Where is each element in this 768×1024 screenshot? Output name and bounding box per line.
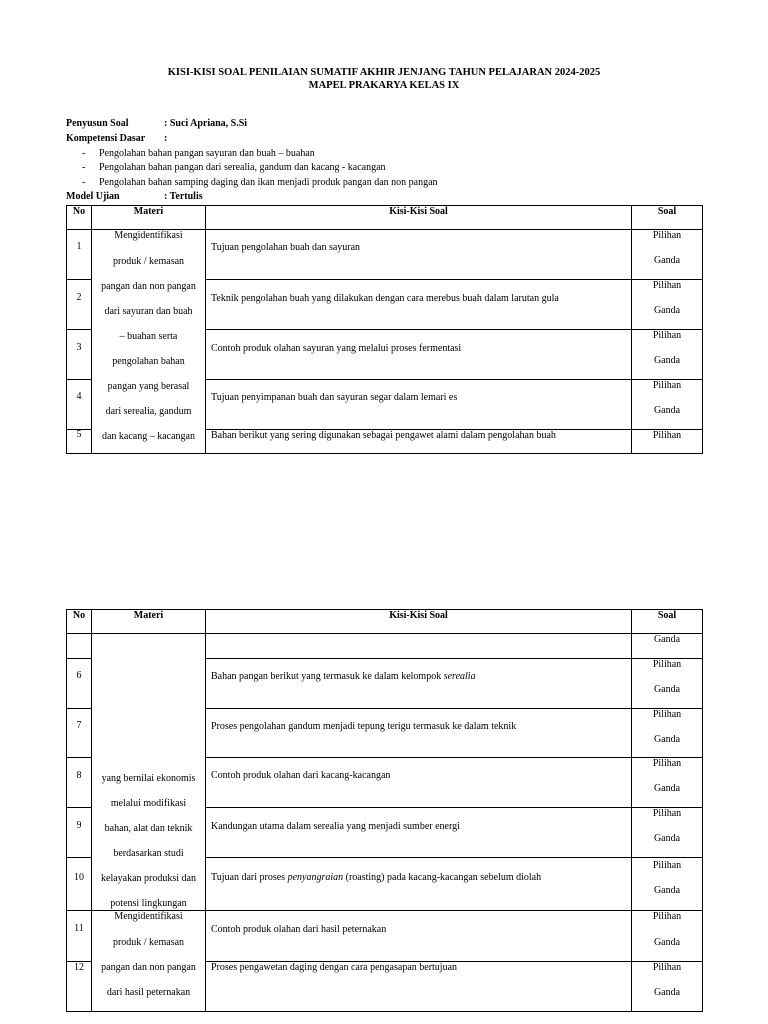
header-no: No	[72, 206, 86, 217]
header-soal: Soal	[657, 610, 677, 621]
row-number: 6	[76, 670, 82, 681]
soal-type: Pilihan	[652, 808, 682, 819]
kisi-soal-text: Kandungan utama dalam serealia yang menjadi sumber energi	[211, 821, 460, 832]
header-soal: Soal	[657, 206, 677, 217]
soal-type: Ganda	[653, 833, 681, 844]
soal-type: Pilihan	[652, 962, 682, 973]
materi-line: – buahan serta	[119, 331, 178, 342]
kompetensi-item: Pengolahan bahan pangan dari serealia, gandum dan kacang - kacangan	[99, 162, 386, 173]
soal-type: Pilihan	[652, 380, 682, 391]
soal-type: Pilihan	[652, 430, 682, 441]
kisi-soal-text: Tujuan penyimpanan buah dan sayuran segar dalam lemari es	[211, 392, 458, 403]
penyusun-value: : Suci Apriana, S.Si	[164, 118, 248, 129]
penyusun-label: Penyusun Soal	[66, 118, 129, 129]
kompetensi-bullet: -	[82, 177, 86, 188]
soal-type: Ganda	[653, 255, 681, 266]
materi-line: dan kacang – kacangan	[101, 431, 195, 442]
materi-line: pangan dan non pangan	[101, 962, 196, 973]
document-title-line1: KISI-KISI SOAL PENILAIAN SUMATIF AKHIR JENJANG TAHUN PELAJARAN 2024-2025	[167, 67, 601, 78]
kisi-soal-text: Teknik pengolahan buah yang dilakukan dengan cara merebus buah dalam larutan gula	[211, 293, 559, 304]
model-ujian-label: Model Ujian	[66, 191, 120, 202]
soal-type: Pilihan	[652, 709, 682, 720]
kisi-soal-text: Bahan pangan berikut yang termasuk ke dalam kelompok serealia	[211, 671, 476, 682]
soal-type: Ganda	[653, 305, 681, 316]
row-number: 12	[74, 962, 84, 973]
kompetensi-bullet: -	[82, 162, 86, 173]
materi-line: berdasarkan studi	[113, 848, 184, 859]
kompetensi-item: Pengolahan bahan samping daging dan ikan menjadi produk pangan dan non pangan	[99, 177, 438, 188]
kisi-soal-text: Bahan berikut yang sering digunakan sebagai pengawet alami dalam pengolahan buah	[211, 430, 556, 441]
row-number: 11	[74, 923, 84, 934]
materi-line: Mengidentifikasi	[114, 911, 183, 922]
kisi-soal-text: Proses pengolahan gandum menjadi tepung terigu termasuk ke dalam teknik	[211, 721, 517, 732]
soal-type: Pilihan	[652, 911, 682, 922]
row-number: 5	[76, 429, 82, 440]
document-title-line2: MAPEL PRAKARYA KELAS IX	[308, 80, 460, 91]
materi-line: pangan dan non pangan	[101, 281, 196, 292]
materi-line: yang bernilai ekonomis	[101, 773, 196, 784]
soal-type: Pilihan	[652, 280, 682, 291]
materi-line: dari serealia, gandum	[105, 406, 192, 417]
soal-type: Pilihan	[652, 659, 682, 670]
row-number: 1	[76, 241, 82, 252]
kisi-soal-text: Tujuan pengolahan buah dan sayuran	[211, 242, 361, 253]
materi-line: Mengidentifikasi	[114, 230, 183, 241]
kisi-soal-text: Proses pengawetan daging dengan cara pengasapan bertujuan	[211, 962, 458, 973]
soal-type: Ganda	[653, 405, 681, 416]
row-number: 10	[74, 872, 84, 883]
soal-type: Pilihan	[652, 860, 682, 871]
model-ujian-value: : Tertulis	[164, 191, 203, 202]
row-number: 8	[76, 770, 82, 781]
kisi-soal-text: Tujuan dari proses penyangraian (roasting) pada kacang-kacangan sebelum diolah	[211, 872, 542, 883]
soal-type: Ganda	[653, 937, 681, 948]
kisi-soal-text: Contoh produk olahan sayuran yang melalui proses fermentasi	[211, 343, 462, 354]
materi-line: dari hasil peternakan	[106, 987, 191, 998]
materi-line: kelayakan produksi dan	[101, 873, 196, 884]
materi-line: pengolahan bahan	[112, 356, 185, 367]
soal-type: Ganda	[653, 734, 681, 745]
soal-type: Pilihan	[652, 330, 682, 341]
kisi-soal-text: Contoh produk olahan dari kacang-kacangan	[211, 770, 391, 781]
soal-type: Ganda	[653, 355, 681, 366]
row-number: 3	[76, 342, 82, 353]
soal-type: Pilihan	[652, 758, 682, 769]
row-number: 4	[76, 391, 82, 402]
kompetensi-colon: :	[164, 133, 168, 144]
header-materi: Materi	[133, 610, 164, 621]
row-number: 7	[76, 720, 82, 731]
header-kisi-kisi-soal: Kisi-Kisi Soal	[389, 610, 448, 621]
materi-line: melalui modifikasi	[110, 798, 187, 809]
materi-line: bahan, alat dan teknik	[104, 823, 193, 834]
materi-line: dari sayuran dan buah	[104, 306, 193, 317]
soal-type: Ganda	[653, 783, 681, 794]
soal-type: Ganda	[653, 634, 681, 645]
soal-type: Ganda	[653, 684, 681, 695]
soal-type: Ganda	[653, 987, 681, 998]
materi-line: potensi lingkungan	[110, 898, 187, 909]
row-number: 9	[76, 820, 82, 831]
row-number: 2	[76, 292, 82, 303]
header-no: No	[72, 610, 86, 621]
header-kisi-kisi-soal: Kisi-Kisi Soal	[389, 206, 448, 217]
materi-line: produk / kemasan	[112, 937, 185, 948]
soal-type: Ganda	[653, 885, 681, 896]
kisi-soal-text: Contoh produk olahan dari hasil peternakan	[211, 924, 387, 935]
kompetensi-label: Kompetensi Dasar	[66, 133, 146, 144]
materi-line: pangan yang berasal	[107, 381, 190, 392]
soal-type: Pilihan	[652, 230, 682, 241]
kompetensi-bullet: -	[82, 148, 86, 159]
materi-line: produk / kemasan	[112, 256, 185, 267]
header-materi: Materi	[133, 206, 164, 217]
kompetensi-item: Pengolahan bahan pangan sayuran dan buah – buahan	[99, 148, 315, 159]
